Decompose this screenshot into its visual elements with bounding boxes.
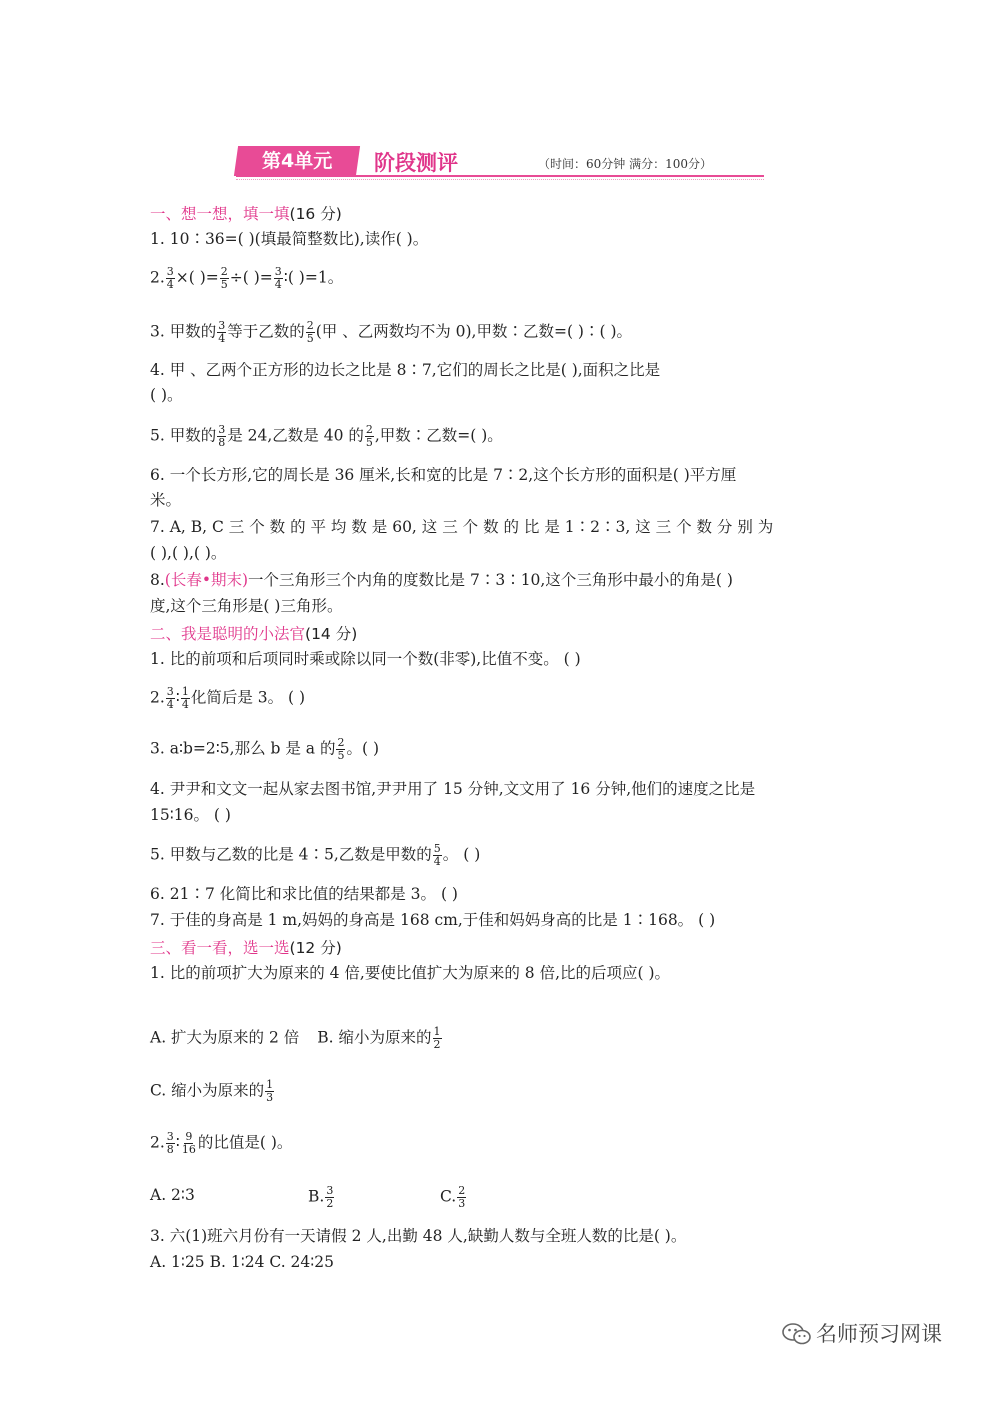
option-b: B. [308, 1187, 325, 1206]
text: 等于乙数的 [227, 322, 305, 341]
fill-q4-line2: ( )。 [150, 386, 183, 404]
option-b: B. 缩小为原来的 [317, 1028, 432, 1047]
choice-q2-option-c [440, 1185, 467, 1210]
text: ,甲数∶乙数=( )。 [374, 426, 503, 445]
choice-q3-options: A. 1∶25 B. 1∶24 C. 24∶25 [150, 1253, 335, 1271]
header-dotted-rule [236, 179, 764, 181]
section-3-heading [150, 936, 342, 958]
fraction: $\frac{3}{4}$ [274, 265, 282, 291]
fill-q6-line2: 米。 [150, 491, 182, 509]
fill-q2 [150, 266, 343, 291]
choice-q1-option-c [150, 1079, 275, 1104]
judge-q5 [150, 843, 480, 868]
q-number: 2. [150, 1133, 165, 1152]
section-2-title: 二、我是聪明的小法官 [150, 625, 306, 643]
choice-q2 [150, 1131, 292, 1156]
text: 是 24,乙数是 40 的 [227, 426, 364, 445]
unit-label: 第4单元 [261, 150, 333, 172]
text: 的比值是( )。 [197, 1133, 293, 1152]
text: 。 ( ) [442, 845, 481, 864]
text: 5. 甲数的 [150, 426, 217, 445]
page-title: 阶段测评 [374, 151, 458, 175]
judge-q4-line2: 15∶16。 ( ) [150, 806, 231, 824]
text: ∶ [175, 1133, 180, 1152]
fraction: $\frac{2}{5}$ [365, 423, 373, 449]
choice-q1: 1. 比的前项扩大为原来的 4 倍,要使比值扩大为原来的 8 倍,比的后项应( )。 [150, 964, 671, 982]
source-tag: (长春•期末) [164, 571, 249, 589]
wechat-icon [782, 1322, 812, 1346]
q-number: 2. [150, 268, 165, 287]
option-c: C. 缩小为原来的 [150, 1081, 265, 1100]
choice-q2-option-a: A. 2∶3 [150, 1186, 195, 1204]
option-a: A. 扩大为原来的 2 倍 [150, 1028, 300, 1047]
fraction: $\frac{3}{2}$ [326, 1184, 334, 1210]
judge-q1: 1. 比的前项和后项同时乘或除以同一个数(非零),比值不变。 ( ) [150, 650, 581, 668]
fraction: $\frac{9}{16}$ [181, 1130, 196, 1156]
text: ∶ [175, 688, 180, 707]
text: ∶( )=1。 [283, 268, 344, 287]
fraction: $\frac{3}{4}$ [166, 265, 174, 291]
judge-q6: 6. 21∶7 化简比和求比值的结果都是 3。 ( ) [150, 885, 458, 903]
fraction: $\frac{2}{3}$ [458, 1184, 466, 1210]
section-3-title: 三、看一看，选一选 [150, 939, 290, 957]
header-rule [236, 175, 764, 177]
fraction: $\frac{3}{4}$ [166, 685, 174, 711]
text: 一个三角形三个内角的度数比是 7∶3∶10,这个三角形中最小的角是( ) [248, 571, 733, 589]
fill-q1: 1. 10∶36=( )(填最简整数比),读作( )。 [150, 230, 429, 248]
text: (甲 、乙两数均不为 0),甲数∶乙数=( )∶( )。 [315, 322, 633, 341]
section-3-points: (12 分) [289, 939, 342, 957]
section-2-heading [150, 622, 357, 644]
fill-q6-line1: 6. 一个长方形,它的周长是 36 厘米,长和宽的比是 7∶2,这个长方形的面积是( )平方厘 [150, 466, 737, 484]
fraction: $\frac{1}{2}$ [433, 1025, 441, 1051]
fraction: $\frac{1}{3}$ [266, 1078, 274, 1104]
fill-q7-line1: 7. A, B, C 三 个 数 的 平 均 数 是 60, 这 三 个 数 的 比 是 1∶2∶3, 这 三 个 数 分 别 为 [150, 518, 774, 536]
fraction: $\frac{2}{5}$ [306, 319, 314, 345]
text: ÷( )= [229, 268, 273, 287]
text: 3. a∶b=2∶5,那么 b 是 a 的 [150, 739, 336, 758]
exam-meta: （时间：60分钟 满分：100分） [538, 157, 712, 171]
text: 。( ) [346, 739, 379, 758]
fraction: $\frac{3}{8}$ [166, 1130, 174, 1156]
judge-q4-line1: 4. 尹尹和文文一起从家去图书馆,尹尹用了 15 分钟,文文用了 16 分钟,他们的速度之比是 [150, 780, 756, 798]
fraction: $\frac{3}{8}$ [218, 423, 226, 449]
fill-q8-line2: 度,这个三角形是( )三角形。 [150, 597, 343, 615]
q-number: 8. [150, 571, 165, 589]
fraction: $\frac{1}{4}$ [181, 685, 189, 711]
fraction: $\frac{5}{4}$ [433, 842, 441, 868]
option-c: C. [440, 1187, 457, 1206]
section-1-title: 一、想一想，填一填 [150, 205, 290, 223]
fill-q5 [150, 424, 503, 449]
judge-q2 [150, 686, 305, 711]
section-2-points: (14 分) [305, 625, 358, 643]
unit-banner [234, 146, 360, 176]
fill-q8-line1 [150, 570, 733, 590]
section-1-heading [150, 202, 342, 224]
choice-q3: 3. 六(1)班六月份有一天请假 2 人,出勤 48 人,缺勤人数与全班人数的比是( )。 [150, 1227, 687, 1245]
choice-q2-option-b [308, 1185, 335, 1210]
watermark-text: 名师预习网课 [816, 1322, 942, 1346]
q-number: 2. [150, 688, 165, 707]
judge-q3 [150, 737, 379, 762]
fill-q4-line1: 4. 甲 、乙两个正方形的边长之比是 8∶7,它们的周长之比是( ),面积之比是 [150, 361, 661, 379]
text: 3. 甲数的 [150, 322, 217, 341]
text: 5. 甲数与乙数的比是 4∶5,乙数是甲数的 [150, 845, 432, 864]
fraction: $\frac{3}{4}$ [218, 319, 226, 345]
text: 化简后是 3。 ( ) [190, 688, 306, 707]
fill-q3 [150, 320, 632, 345]
fill-q7-line2: ( ),( ),( )。 [150, 544, 227, 562]
section-1-points: (16 分) [289, 205, 342, 223]
fraction: $\frac{2}{5}$ [337, 736, 345, 762]
fraction: $\frac{2}{5}$ [220, 265, 228, 291]
text: ×( )= [175, 268, 219, 287]
judge-q7: 7. 于佳的身高是 1 m,妈妈的身高是 168 cm,于佳和妈妈身高的比是 1∶168。 ( ) [150, 911, 716, 929]
choice-q1-options-ab [150, 1026, 443, 1051]
